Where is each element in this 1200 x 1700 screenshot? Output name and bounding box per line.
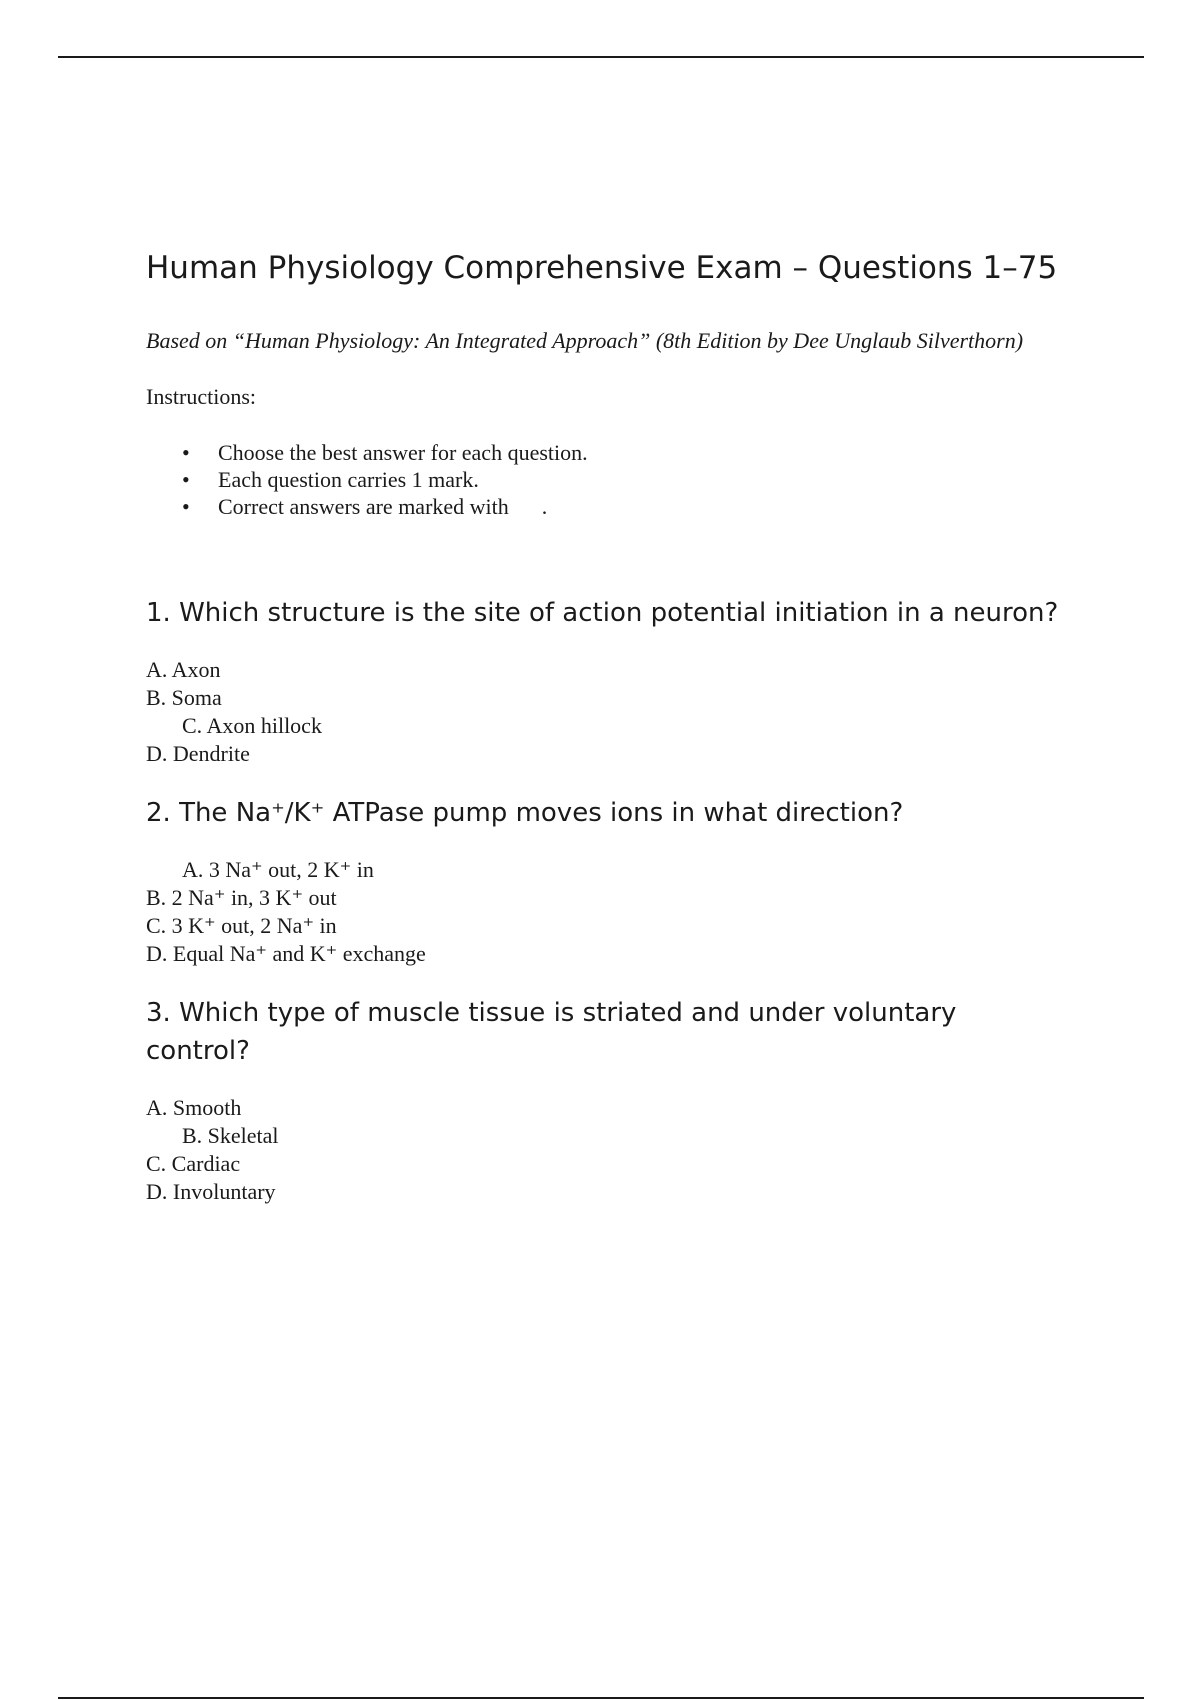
bullet-icon: •	[182, 494, 190, 519]
correct-answer-option: C. Axon hillock	[182, 713, 322, 738]
question-title: 2. The Na⁺/K⁺ ATPase pump moves ions in what direction?	[146, 798, 904, 828]
instruction-text: Each question carries 1 mark.	[218, 467, 479, 492]
answer-options	[146, 656, 1066, 768]
instruction-item	[146, 439, 1066, 466]
correct-answer-option: A. 3 Na⁺ out, 2 K⁺ in	[182, 857, 374, 882]
bullet-icon: •	[182, 467, 190, 492]
answer-option: D. Involuntary	[146, 1179, 276, 1204]
answer-option: A. Smooth	[146, 1095, 242, 1120]
instructions-list	[146, 439, 1066, 520]
source-citation: Based on “Human Physiology: An Integrated Approach” (8th Edition by Dee Unglaub Silverthorn)	[146, 328, 1024, 353]
instructions-label: Instructions:	[146, 384, 256, 409]
instruction-item	[146, 493, 1066, 520]
question-2	[146, 794, 1066, 968]
correct-answer-option: B. Skeletal	[182, 1123, 279, 1148]
instruction-text: Correct answers are marked with .	[218, 494, 548, 519]
answer-option: C. Cardiac	[146, 1151, 241, 1176]
answer-option: D. Equal Na⁺ and K⁺ exchange	[146, 941, 426, 966]
answer-option: A. Axon	[146, 657, 221, 682]
question-3	[146, 994, 1066, 1206]
header-rule	[58, 56, 1144, 58]
answer-options	[146, 856, 1066, 968]
answer-option: D. Dendrite	[146, 741, 250, 766]
answer-option: B. 2 Na⁺ in, 3 K⁺ out	[146, 885, 337, 910]
question-1	[146, 594, 1066, 768]
question-title: 1. Which structure is the site of action potential initiation in a neuron?	[146, 598, 1059, 628]
footer-rule	[58, 1697, 1144, 1699]
answer-option: B. Soma	[146, 685, 222, 710]
question-title: 3. Which type of muscle tissue is striated and under voluntary control?	[146, 998, 957, 1066]
page-title: Human Physiology Comprehensive Exam – Questions 1–75	[146, 250, 1058, 286]
instruction-item	[146, 466, 1066, 493]
exam-document	[146, 246, 1066, 1206]
bullet-icon: •	[182, 440, 190, 465]
answer-option: C. 3 K⁺ out, 2 Na⁺ in	[146, 913, 337, 938]
answer-options	[146, 1094, 1066, 1206]
instruction-text: Choose the best answer for each question.	[218, 440, 588, 465]
